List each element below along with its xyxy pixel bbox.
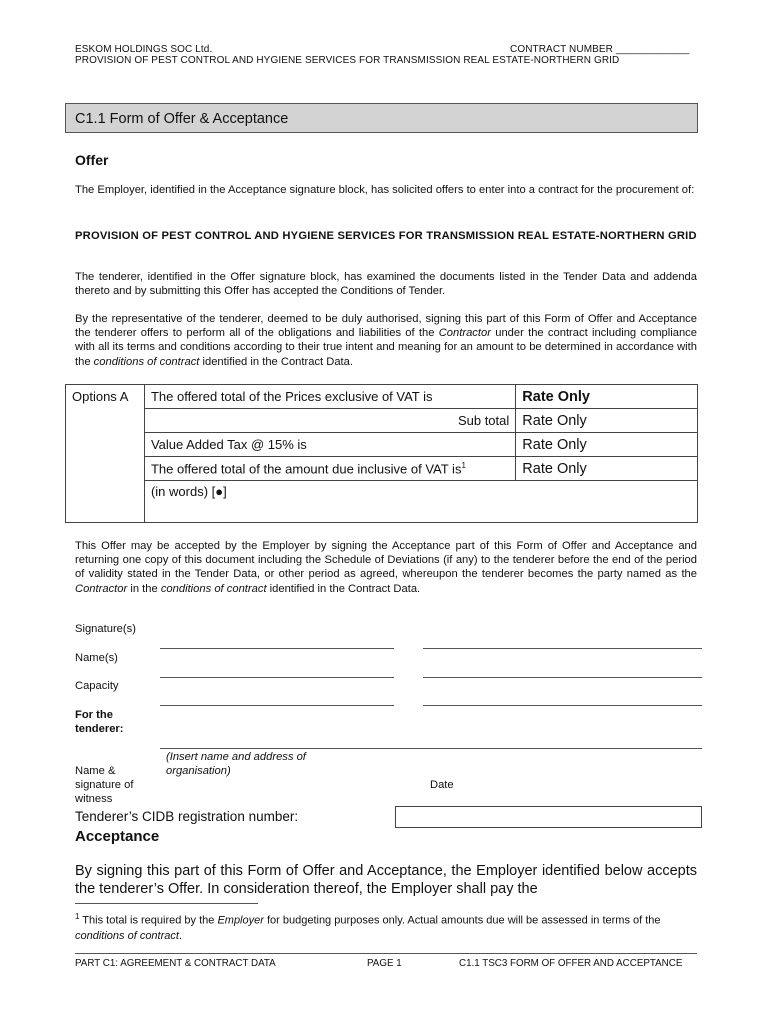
row5-words[interactable]: (in words) [●] (144, 481, 697, 523)
offer-acceptance-paragraph (75, 539, 697, 596)
row2-value[interactable]: Rate Only (516, 409, 698, 433)
para3-conditions: conditions of contract (93, 355, 200, 368)
offer-paragraph-2: The tenderer, identified in the Offer signature block, has examined the documents listed in the Tender Data and addenda thereto and by submitting this Offer has accepted the Conditions of Tender. (75, 271, 697, 298)
row4-label-cell (144, 457, 515, 481)
capacity-label: Capacity (75, 680, 119, 692)
names-label: Name(s) (75, 652, 118, 664)
para3-text-c: identified in the Contract Data. (199, 355, 353, 368)
accept-para-text-a: This Offer may be accepted by the Employer by signing the Acceptance part of this Form of Offer and Acceptance and returning one copy of this document including the Schedule of Deviations (if any) to the tenderer before the end of the period of validity stated in the Tender Data, or other period as agreed, whereupon the tenderer becomes the party named as the (75, 540, 697, 581)
acceptance-heading: Acceptance (75, 828, 160, 845)
offer-prices-table (65, 384, 698, 523)
row2-label: Sub total (144, 409, 515, 433)
capacity-line-1[interactable] (160, 705, 394, 706)
date-label: Date (430, 779, 454, 791)
signatures-label: Signature(s) (75, 623, 136, 635)
header-company: ESKOM HOLDINGS SOC Ltd. (75, 44, 213, 55)
footer-left: PART C1: AGREEMENT & CONTRACT DATA (75, 958, 276, 969)
witness-label: Name & signature of witness (75, 765, 134, 806)
row4-label: The offered total of the amount due inclusive of VAT is (150, 461, 462, 477)
footnote-employer: Employer (217, 914, 264, 927)
for-tenderer-label: For the tenderer: (75, 709, 124, 736)
offer-project-title: PROVISION OF PEST CONTROL AND HYGIENE SERVICES FOR TRANSMISSION REAL ESTATE-NORTHERN GRID (75, 230, 697, 242)
table-row (66, 433, 698, 457)
accept-para-text-c: identified in the Contract Data. (266, 582, 421, 595)
offer-heading: Offer (75, 152, 109, 168)
footnote-text-c: . (178, 929, 183, 942)
footnote-conditions: conditions of contract (75, 929, 179, 942)
accept-para-conditions: conditions of contract (160, 582, 267, 595)
row1-label: The offered total of the Prices exclusive of VAT is (144, 385, 515, 409)
signature-line-1[interactable] (160, 648, 394, 649)
table-row (66, 409, 698, 433)
section-title: C1.1 Form of Offer & Acceptance (75, 111, 289, 127)
options-label: Options A (66, 385, 145, 523)
section-title-box (65, 103, 698, 133)
para3-text-a: By the representative of the tenderer, deemed to be duly authorised, signing this part of this Form of Offer and Acceptance the tenderer offers to perform all of the obligations and liabilities of the (75, 313, 697, 340)
footer-page: PAGE 1 (367, 958, 402, 969)
insert-organisation-note: (Insert name and address of organisation) (166, 751, 306, 778)
accept-para-text-b: in the (127, 582, 161, 595)
row1-value[interactable]: Rate Only (516, 385, 698, 409)
row3-value[interactable]: Rate Only (516, 433, 698, 457)
table-row (66, 385, 698, 409)
header-project: PROVISION OF PEST CONTROL AND HYGIENE SERVICES FOR TRANSMISSION REAL ESTATE-NORTHERN GRID (75, 55, 620, 66)
table-row (66, 481, 698, 523)
cidb-input-box[interactable] (395, 806, 702, 828)
header-contract-number: CONTRACT NUMBER _____________ (510, 44, 690, 55)
accept-para-contractor: Contractor (75, 582, 128, 595)
cidb-label: Tenderer’s CIDB registration number: (75, 809, 299, 824)
offer-paragraph-1: The Employer, identified in the Acceptance signature block, has solicited offers to enter into a contract for the procurement of: (75, 184, 695, 196)
row4-value[interactable]: Rate Only (516, 457, 698, 481)
footnote-text-a: This total is required by the (79, 914, 218, 927)
footnote-mark: 1 (75, 912, 80, 921)
table-row (66, 457, 698, 481)
para3-text-b: under the contract including compliance with all its terms and conditions according to their true intent and meaning for an amount to be determined in accordance with the (75, 327, 697, 368)
name-line-1[interactable] (160, 677, 394, 678)
footnote-ref: 1 (461, 461, 466, 470)
name-line-2[interactable] (423, 677, 702, 678)
acceptance-text: By signing this part of this Form of Offer and Acceptance, the Employer identified below accepts the tenderer’s Offer. In consideration thereof, the Employer shall pay the (75, 863, 697, 897)
tenderer-org-line[interactable] (160, 748, 702, 749)
footnote-separator (75, 903, 258, 904)
para3-contractor: Contractor (438, 327, 491, 340)
footnote (75, 909, 697, 944)
row3-label: Value Added Tax @ 15% is (144, 433, 515, 457)
capacity-line-2[interactable] (423, 705, 702, 706)
offer-paragraph-3 (75, 312, 697, 369)
signature-line-2[interactable] (423, 648, 702, 649)
footer-right: C1.1 TSC3 FORM OF OFFER AND ACCEPTANCE (459, 958, 683, 969)
footer-rule (75, 953, 697, 954)
footnote-text-b: for budgeting purposes only. Actual amounts due will be assessed in terms of the (263, 914, 661, 927)
